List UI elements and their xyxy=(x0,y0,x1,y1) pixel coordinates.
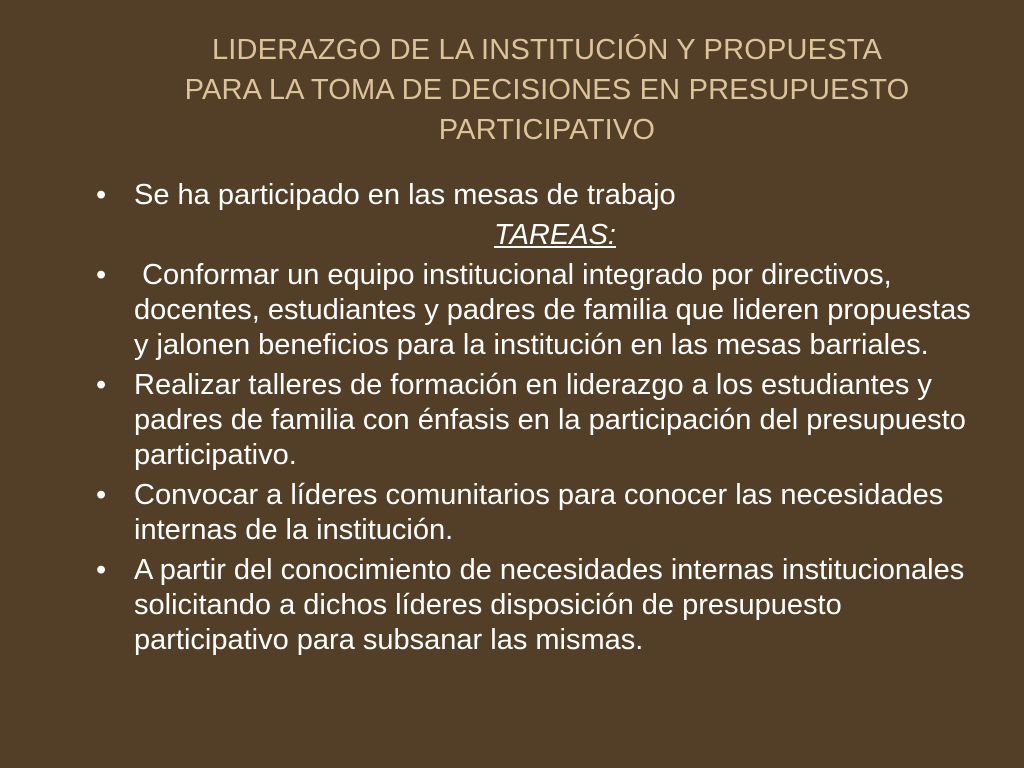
bullet-text: Realizar talleres de formación en liderazgo a los estudiantes y padres de familia con énfasis en la participación del presupuesto participativo. xyxy=(134,369,966,471)
bullet-text: Conformar un equipo institucional integrado por directivos, docentes, estudiantes y padres de familia que lideren propuestas y jalonen beneficios para la institución en las mesas barriales. xyxy=(134,259,979,361)
bullet-item-task-3 xyxy=(96,478,976,548)
bullet-icon: • xyxy=(96,479,107,511)
bullet-item-task-1 xyxy=(96,258,979,363)
tasks-heading: TAREAS: xyxy=(494,219,616,251)
bullet-icon: • xyxy=(96,554,107,586)
title-line-2: PARA LA TOMA DE DECISIONES EN PRESUPUESTO xyxy=(184,74,910,106)
bullet-item-intro xyxy=(96,178,976,213)
title-line-1: LIDERAZGO DE LA INSTITUCIÓN Y PROPUESTA xyxy=(211,34,883,66)
title-line-3: PARTICIPATIVO xyxy=(438,114,656,146)
bullet-icon: • xyxy=(96,259,107,291)
bullet-text: Se ha participado en las mesas de trabajo xyxy=(134,179,676,211)
slide-title xyxy=(80,30,1014,150)
bullet-icon: • xyxy=(96,179,107,211)
slide-body xyxy=(96,178,979,663)
bullet-item-task-2 xyxy=(96,368,976,473)
bullet-text: Convocar a líderes comunitarios para conocer las necesidades internas de la institución. xyxy=(134,479,944,546)
bullet-item-task-4 xyxy=(96,553,976,658)
bullet-icon: • xyxy=(96,369,107,401)
bullet-text: A partir del conocimiento de necesidades internas institucionales solicitando a dichos líderes disposición de presupuesto participativo para subsanar las mismas. xyxy=(134,554,965,656)
